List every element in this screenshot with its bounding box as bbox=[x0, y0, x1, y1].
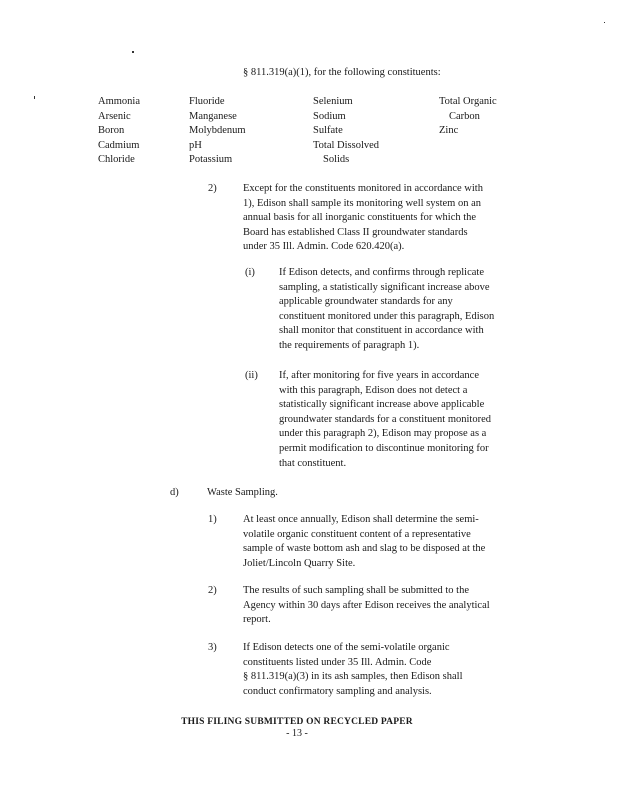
constituent: Carbon bbox=[449, 110, 480, 122]
item-number: 1) bbox=[208, 514, 217, 525]
constituent: Manganese bbox=[189, 110, 237, 122]
item-2-i-paragraph: If Edison detects, and confirms through replicate sampling, a statistically significant increase above applicable groundwater standards for any constituent monitored under this paragraph, Edison shall monitor that constituent in accordance with the requirements of paragraph 1). bbox=[279, 267, 495, 351]
scan-speck bbox=[132, 51, 134, 53]
constituent-column-4 bbox=[439, 95, 497, 139]
constituent: Total Dissolved bbox=[313, 139, 380, 151]
constituent: Total Organic bbox=[439, 96, 497, 107]
recycled-paper-notice: THIS FILING SUBMITTED ON RECYCLED PAPER bbox=[181, 717, 413, 727]
constituent: Sodium bbox=[313, 110, 346, 122]
item-2-ii-paragraph: If, after monitoring for five years in accordance with this paragraph, Edison does not detect a statistically significant increase above applicable groundwater standards for a constituent monitored under this paragraph 2), Edison may propose as a permit modification to discontinue monitoring for that constituent. bbox=[279, 370, 491, 469]
section-number: d) bbox=[170, 487, 179, 498]
item-number: 3) bbox=[208, 642, 217, 653]
constituent: Solids bbox=[323, 154, 350, 166]
constituent: Fluoride bbox=[189, 96, 225, 107]
constituent: Zinc bbox=[439, 125, 459, 137]
constituent-column-2 bbox=[189, 95, 246, 168]
scan-speck bbox=[34, 96, 35, 99]
constituent-column-1 bbox=[98, 95, 140, 168]
subitem-number: (i) bbox=[245, 267, 255, 278]
item-number: 2) bbox=[208, 585, 217, 596]
intro-text: § 811.319(a)(1), for the following constituents: bbox=[243, 67, 441, 78]
section-title: Waste Sampling. bbox=[207, 487, 278, 498]
page-number: - 13 - bbox=[286, 728, 308, 739]
constituent: Arsenic bbox=[98, 110, 131, 122]
constituent: Ammonia bbox=[98, 96, 140, 107]
constituent: Potassium bbox=[189, 154, 233, 166]
constituent: pH bbox=[189, 139, 202, 151]
constituent: Sulfate bbox=[313, 125, 343, 137]
item-d3-paragraph: If Edison detects one of the semi-volatile organic constituents listed under 35 Ill. Admin. Code § 811.319(a)(3) in its ash samples, then Edison shall conduct confirmatory sampling and analysis. bbox=[243, 642, 463, 697]
constituent: Molybdenum bbox=[189, 125, 246, 137]
item-d2-paragraph: The results of such sampling shall be submitted to the Agency within 30 days after Edison receives the analytical report. bbox=[243, 585, 490, 626]
constituent: Chloride bbox=[98, 154, 135, 166]
scan-speck bbox=[604, 22, 605, 23]
constituent-column-3 bbox=[313, 95, 379, 168]
subitem-number: (ii) bbox=[245, 370, 258, 381]
constituent: Cadmium bbox=[98, 139, 140, 151]
constituent: Selenium bbox=[313, 96, 353, 107]
item-number: 2) bbox=[208, 183, 217, 194]
constituent: Boron bbox=[98, 125, 125, 137]
item-d1-paragraph: At least once annually, Edison shall determine the semi- volatile organic constituent content of a representative sample of waste bottom ash and slag to be disposed at the Joliet/Lincoln Quarry Site. bbox=[243, 514, 486, 569]
item-2-paragraph: Except for the constituents monitored in accordance with 1), Edison shall sample its monitoring well system on an annual basis for all inorganic constituents for which the Board has established Class II groundwater standards under 35 Ill. Admin. Code 620.420(a). bbox=[243, 183, 483, 253]
